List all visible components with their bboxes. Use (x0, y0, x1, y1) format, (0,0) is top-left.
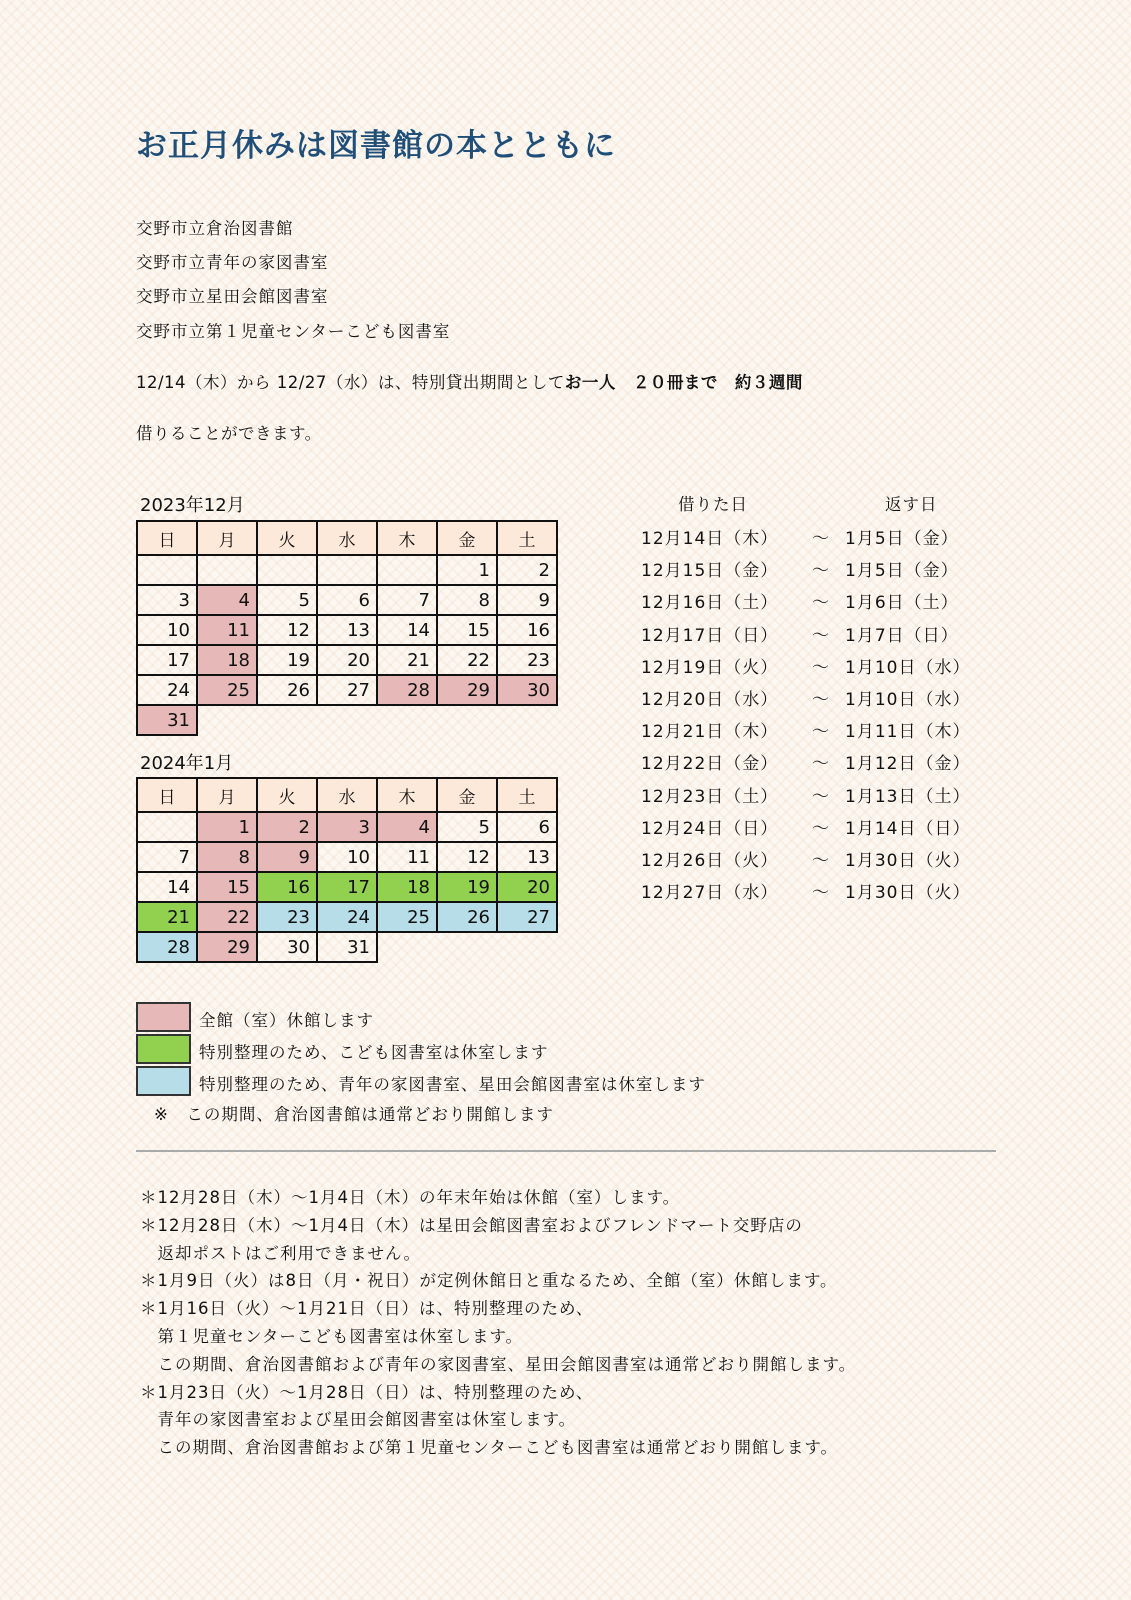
intro-bold: お一人 ２０冊まで 約３週間 (564, 373, 803, 392)
weekday-header: 日 (137, 778, 197, 812)
calendar-day: 5 (257, 585, 317, 615)
intro-normal: 12/14（木）から 12/27（水）は、特別貸出期間として (136, 373, 565, 392)
calendar-day: 2 (497, 555, 557, 585)
loan-separator: ～ (812, 690, 830, 710)
calendar-day: 26 (257, 675, 317, 705)
weekday-header: 木 (377, 521, 437, 555)
calendar-day: 20 (317, 645, 377, 675)
legend-swatch (136, 1034, 191, 1064)
loan-return-date: 1月30日（火） (845, 851, 971, 871)
library-name: 交野市立倉治図書館 (136, 219, 294, 238)
loan-return-date: 1月6日（土） (845, 593, 959, 614)
loan-separator: ～ (812, 786, 830, 807)
calendar-day: 30 (257, 932, 317, 962)
calendar-day: 20 (497, 872, 557, 902)
calendar-day: 6 (497, 812, 557, 842)
loan-return-date: 1月11日（木） (845, 722, 971, 743)
loan-separator: ～ (812, 722, 830, 743)
calendar-day: 17 (317, 872, 377, 902)
legend-text: 特別整理のため、こども図書室は休室します (199, 1043, 549, 1062)
weekday-header: 月 (197, 521, 257, 555)
calendar-blank (317, 705, 377, 735)
loan-borrow-date: 12月24日（日） (641, 818, 779, 839)
calendar-day: 24 (317, 902, 377, 932)
calendar-day: 22 (197, 902, 257, 932)
note-line: 第１児童センターこども図書室は休室します。 (140, 1327, 524, 1346)
calendar-day: 31 (137, 705, 197, 735)
loan-separator: ～ (812, 529, 830, 549)
calendar-day: 23 (257, 902, 317, 932)
calendar-day: 26 (437, 902, 497, 932)
weekday-header: 日 (137, 521, 197, 555)
weekday-header: 火 (257, 521, 317, 555)
loan-borrow-date: 12月26日（火） (641, 851, 779, 871)
calendar-empty-cell (137, 555, 197, 585)
calendar-week (137, 812, 557, 842)
calendar-day: 13 (497, 842, 557, 872)
calendar-day: 18 (197, 645, 257, 675)
calendar-caption-jan: 2024年1月 (140, 753, 234, 774)
calendar-day: 19 (257, 645, 317, 675)
calendar-day: 29 (197, 932, 257, 962)
loan-return-date: 1月12日（金） (845, 754, 971, 775)
calendar-day: 15 (437, 615, 497, 645)
library-name: 交野市立星田会館図書室 (136, 287, 329, 306)
note-line: この期間、倉治図書館および第１児童センターこども図書室は通常どおり開館します。 (140, 1438, 839, 1458)
calendar-day: 13 (317, 615, 377, 645)
calendar-day: 3 (137, 585, 197, 615)
calendar-day: 4 (377, 812, 437, 842)
weekday-header-row (137, 778, 557, 812)
calendar-blank (377, 705, 437, 735)
calendar-day: 17 (137, 645, 197, 675)
calendar-week (137, 615, 557, 645)
page-title: お正月休みは図書館の本とともに (136, 128, 616, 164)
calendar-day: 22 (437, 645, 497, 675)
calendar-day: 19 (437, 872, 497, 902)
calendar-december (136, 520, 558, 736)
calendar-blank (257, 705, 317, 735)
calendar-day: 25 (197, 675, 257, 705)
calendar-january (136, 777, 558, 963)
loan-borrow-date: 12月15日（金） (641, 561, 779, 582)
calendar-week (137, 842, 557, 872)
loan-borrow-date: 12月20日（水） (641, 690, 779, 710)
loan-return-date: 1月5日（金） (845, 529, 959, 549)
calendar-day: 3 (317, 812, 377, 842)
note-line: 返却ポストはご利用できません。 (140, 1243, 421, 1263)
loan-borrow-date: 12月22日（金） (641, 754, 779, 775)
loan-borrow-date: 12月27日（水） (641, 883, 779, 904)
calendar-day: 16 (497, 615, 557, 645)
calendar-day: 21 (377, 645, 437, 675)
calendar-day: 1 (197, 812, 257, 842)
calendar-week (137, 555, 557, 585)
note-line: ＊1月23日（火）～1月28日（日）は、特別整理のため、 (140, 1382, 594, 1402)
weekday-header: 金 (437, 778, 497, 812)
weekday-header: 土 (497, 521, 557, 555)
calendar-empty-cell (197, 555, 257, 585)
loan-borrow-date: 12月19日（火） (641, 657, 779, 678)
loan-borrow-date: 12月16日（土） (641, 593, 779, 614)
calendar-day: 2 (257, 812, 317, 842)
calendar-day: 8 (437, 585, 497, 615)
weekday-header-row (137, 521, 557, 555)
calendar-week (137, 675, 557, 705)
loan-return-date: 1月14日（日） (845, 818, 971, 839)
calendar-blank (197, 705, 257, 735)
calendar-empty-cell (257, 555, 317, 585)
calendar-day: 9 (257, 842, 317, 872)
calendar-day: 10 (137, 615, 197, 645)
calendar-day: 11 (377, 842, 437, 872)
calendar-blank (437, 932, 497, 962)
loan-separator: ～ (812, 883, 830, 904)
calendar-day: 4 (197, 585, 257, 615)
calendar-day: 8 (197, 842, 257, 872)
note-line: ＊12月28日（木）～1月4日（木）の年末年始は休館（室）します。 (140, 1188, 681, 1207)
calendar-day: 7 (137, 842, 197, 872)
loan-borrow-date: 12月21日（木） (641, 722, 779, 743)
weekday-header: 木 (377, 778, 437, 812)
weekday-header: 水 (317, 521, 377, 555)
loan-header-return: 返す日 (885, 495, 938, 514)
calendar-day: 23 (497, 645, 557, 675)
calendar-day: 21 (137, 902, 197, 932)
calendar-blank (377, 932, 437, 962)
note-line: ＊1月9日（火）は8日（月・祝日）が定例休館日と重なるため、全館（室）休館します。 (140, 1271, 838, 1291)
calendar-week (137, 932, 557, 962)
legend-note: ※ この期間、倉治図書館は通常どおり開館します (154, 1105, 554, 1124)
calendar-day: 6 (317, 585, 377, 615)
calendar-day: 12 (257, 615, 317, 645)
loan-return-date: 1月5日（金） (845, 561, 959, 582)
loan-separator: ～ (812, 818, 830, 839)
calendar-day: 10 (317, 842, 377, 872)
calendar-empty-cell (137, 812, 197, 842)
library-name: 交野市立青年の家図書室 (136, 253, 329, 272)
loan-return-date: 1月7日（日） (845, 625, 959, 646)
note-line: 青年の家図書室および星田会館図書室は休室します。 (140, 1410, 577, 1430)
weekday-header: 土 (497, 778, 557, 812)
intro-line-2: 借りることができます。 (136, 424, 322, 443)
legend-swatch (136, 1002, 191, 1032)
weekday-header: 月 (197, 778, 257, 812)
weekday-header: 金 (437, 521, 497, 555)
calendar-day: 27 (317, 675, 377, 705)
loan-return-date: 1月10日（水） (845, 657, 971, 678)
loan-return-date: 1月30日（火） (845, 883, 971, 904)
calendar-week (137, 585, 557, 615)
calendar-day: 28 (137, 932, 197, 962)
calendar-blank (497, 932, 557, 962)
loan-return-date: 1月13日（土） (845, 786, 971, 807)
calendar-week (137, 645, 557, 675)
calendar-day: 14 (377, 615, 437, 645)
calendar-day: 12 (437, 842, 497, 872)
note-line: ＊1月16日（火）～1月21日（日）は、特別整理のため、 (140, 1299, 594, 1319)
calendar-day: 14 (137, 872, 197, 902)
calendar-day: 30 (497, 675, 557, 705)
loan-separator: ～ (812, 625, 830, 646)
calendar-empty-cell (377, 555, 437, 585)
loan-header-borrow: 借りた日 (678, 495, 748, 514)
calendar-day: 1 (437, 555, 497, 585)
calendar-day: 11 (197, 615, 257, 645)
calendar-day: 29 (437, 675, 497, 705)
library-name: 交野市立第１児童センターこども図書室 (136, 322, 451, 341)
loan-borrow-date: 12月23日（土） (641, 786, 779, 807)
weekday-header: 水 (317, 778, 377, 812)
calendar-caption-dec: 2023年12月 (140, 495, 245, 516)
loan-separator: ～ (812, 657, 830, 678)
calendar-day: 25 (377, 902, 437, 932)
note-line: ＊12月28日（木）～1月4日（木）は星田会館図書室およびフレンドマート交野店の (140, 1215, 803, 1235)
calendar-day: 9 (497, 585, 557, 615)
weekday-header: 火 (257, 778, 317, 812)
calendar-day: 24 (137, 675, 197, 705)
loan-borrow-date: 12月14日（木） (641, 529, 779, 549)
calendar-week (137, 902, 557, 932)
legend-text: 全館（室）休館します (199, 1011, 374, 1030)
calendar-day: 15 (197, 872, 257, 902)
calendar-day: 5 (437, 812, 497, 842)
note-line: この期間、倉治図書館および青年の家図書室、星田会館図書室は通常どおり開館します。 (140, 1354, 857, 1374)
calendar-week (137, 705, 557, 735)
calendar-blank (437, 705, 497, 735)
calendar-day: 27 (497, 902, 557, 932)
legend-swatch (136, 1066, 191, 1096)
loan-separator: ～ (812, 561, 830, 582)
calendar-day: 16 (257, 872, 317, 902)
loan-separator: ～ (812, 754, 830, 775)
calendar-day: 7 (377, 585, 437, 615)
divider (136, 1150, 996, 1152)
loan-separator: ～ (812, 593, 830, 614)
calendar-blank (497, 705, 557, 735)
loan-separator: ～ (812, 851, 830, 871)
loan-borrow-date: 12月17日（日） (641, 625, 779, 646)
calendar-day: 18 (377, 872, 437, 902)
calendar-week (137, 872, 557, 902)
legend-text: 特別整理のため、青年の家図書室、星田会館図書室は休室します (199, 1075, 706, 1094)
intro-line-1 (136, 369, 803, 393)
loan-return-date: 1月10日（水） (845, 690, 971, 710)
calendar-day: 28 (377, 675, 437, 705)
calendar-day: 31 (317, 932, 377, 962)
calendar-empty-cell (317, 555, 377, 585)
